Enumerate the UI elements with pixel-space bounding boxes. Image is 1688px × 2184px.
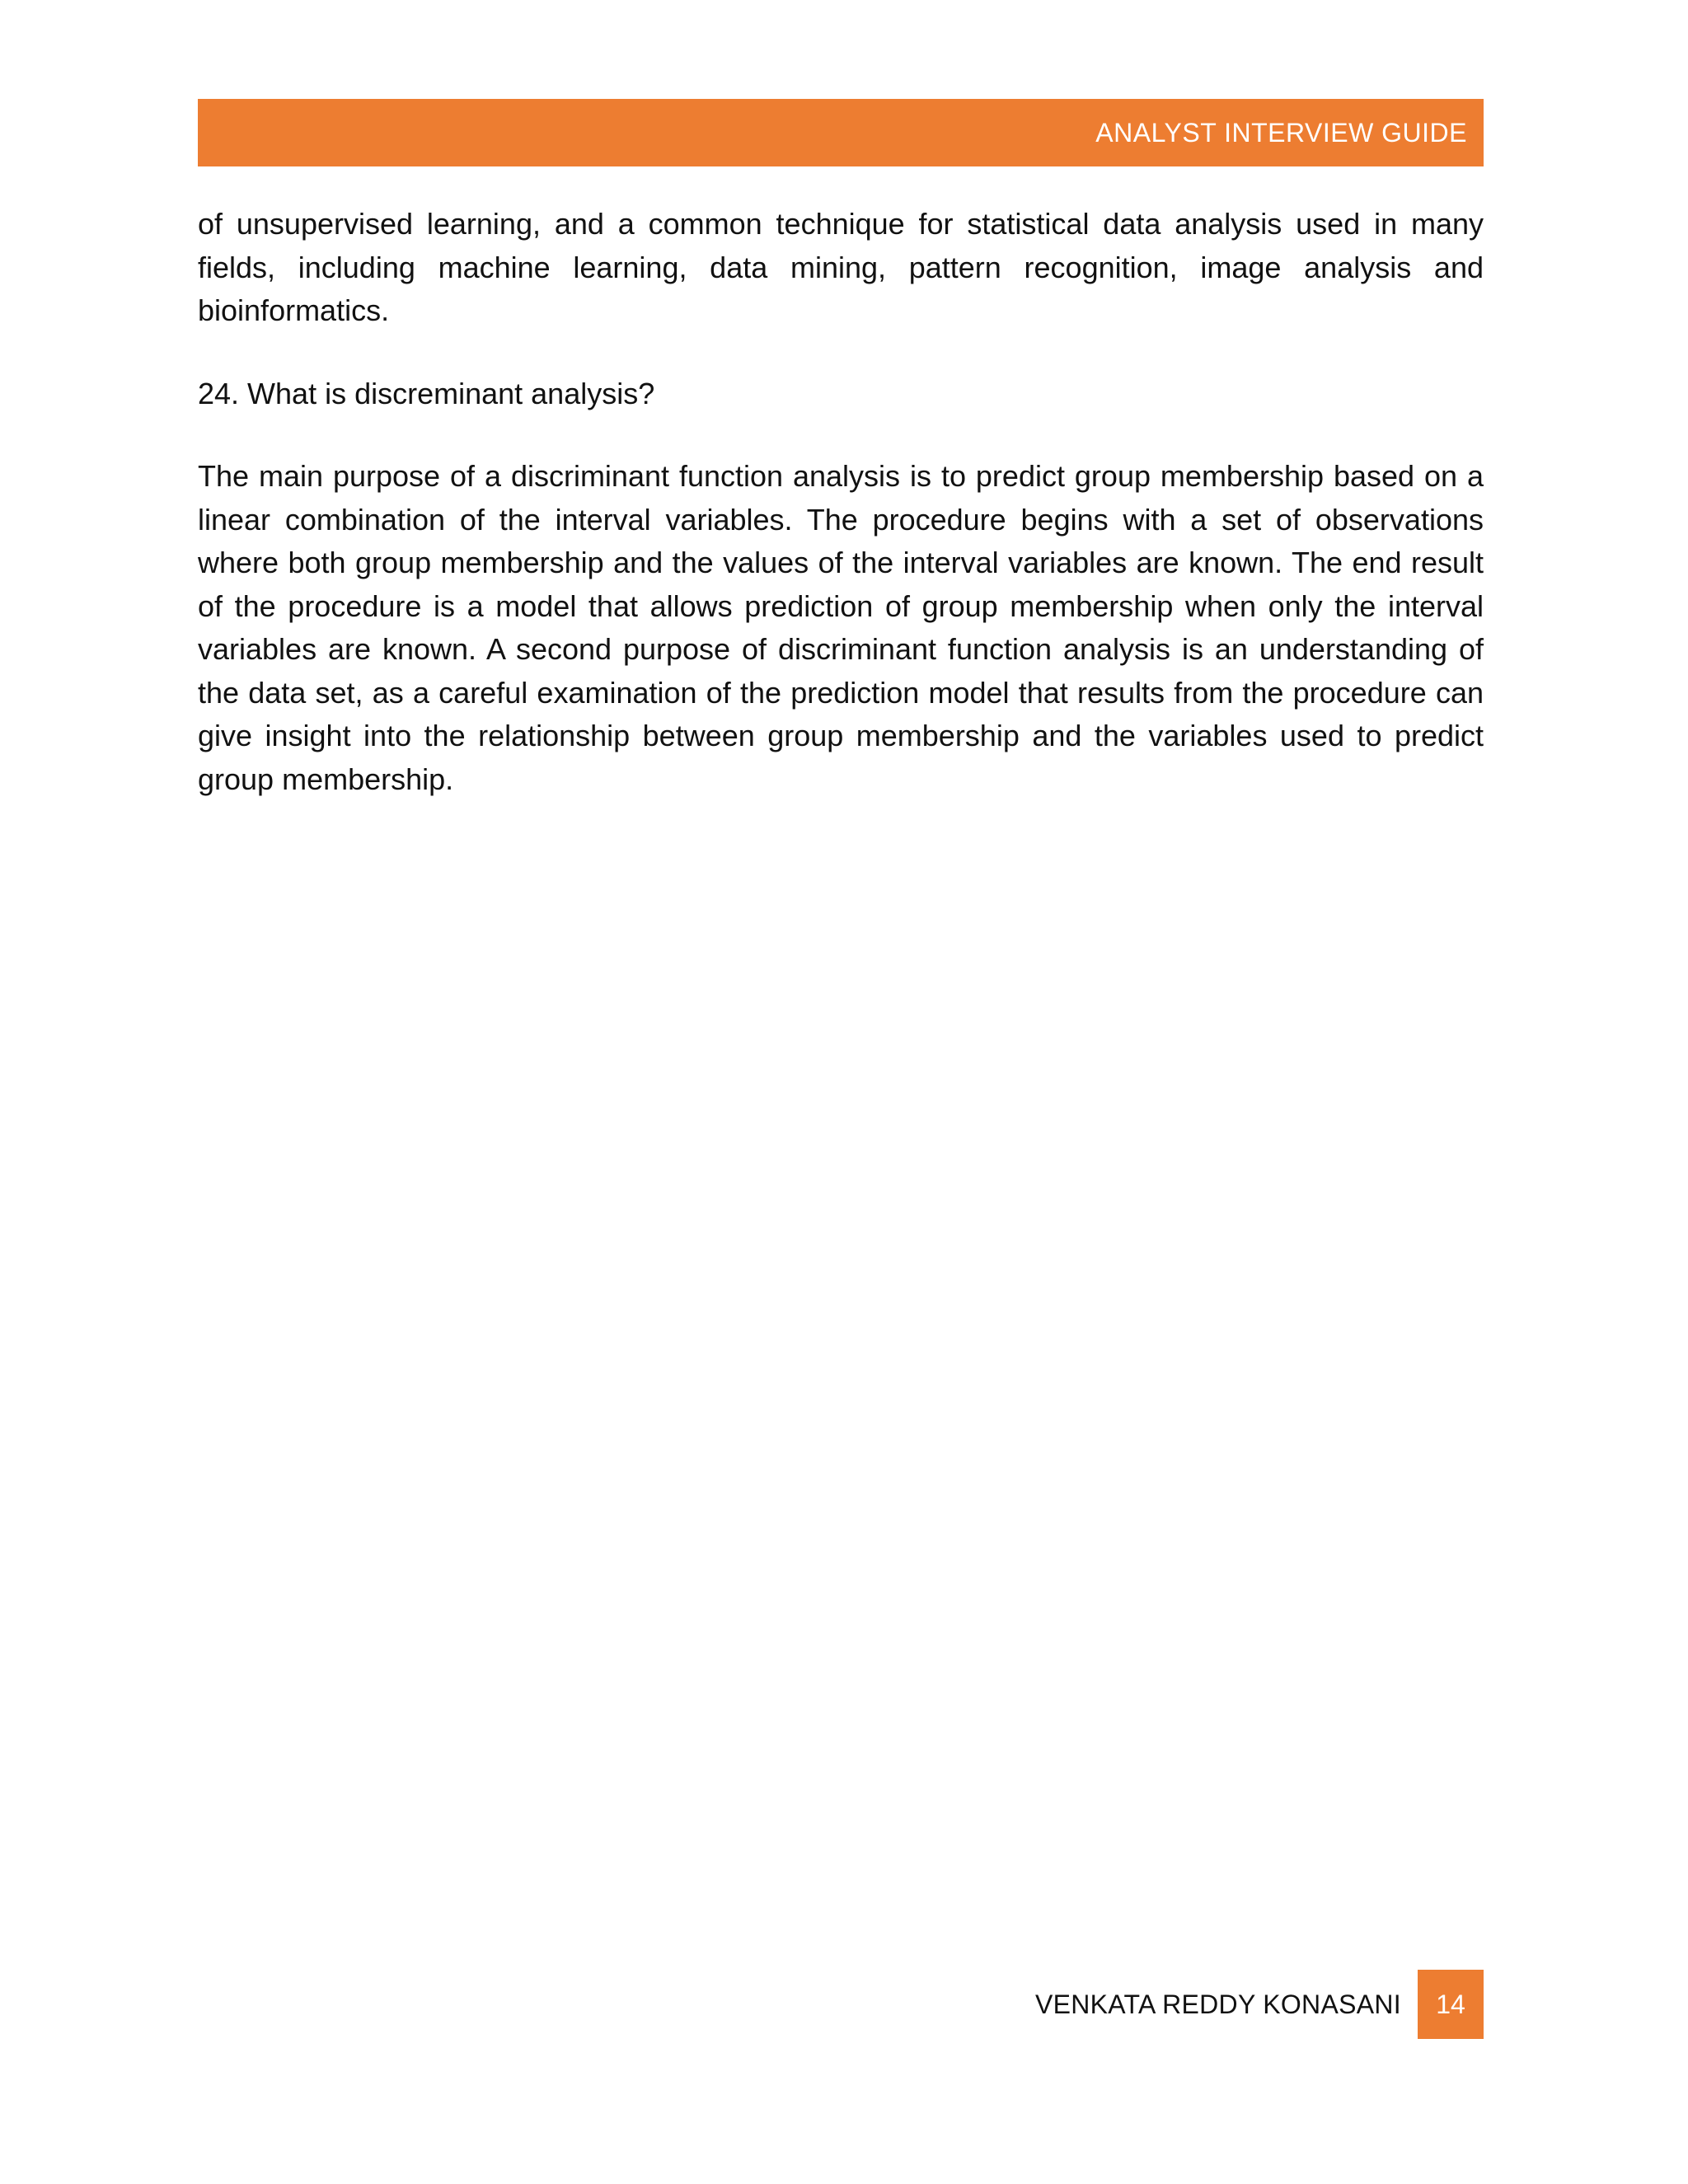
- continuation-paragraph: of unsupervised learning, and a common technique for statistical data analysis used in many fields, including machine learning, data mining, pattern recognition, image analysis and bioinformatics.: [198, 207, 1484, 327]
- footer: [198, 1970, 1484, 2039]
- answer-paragraph: The main purpose of a discriminant function analysis is to predict group membership based on a linear combination of the interval variables. The procedure begins with a set of observations where both group membership and the values of the interval variables are known. The end result of the procedure is a model that allows prediction of group membership when only the interval variables are known. A second purpose of discriminant function analysis is an understanding of the data set, as a careful examination of the prediction model that results from the procedure can give insight into the relationship between group membership and the variables used to predict group membership.: [198, 459, 1484, 796]
- page-number-badge: 14: [1418, 1970, 1484, 2039]
- header-bar: [198, 99, 1484, 166]
- header-title: ANALYST INTERVIEW GUIDE: [1095, 117, 1467, 148]
- question-heading: 24. What is discreminant analysis?: [198, 376, 655, 410]
- page-content: [198, 203, 1484, 801]
- footer-author: VENKATA REDDY KONASANI: [1034, 1989, 1401, 2019]
